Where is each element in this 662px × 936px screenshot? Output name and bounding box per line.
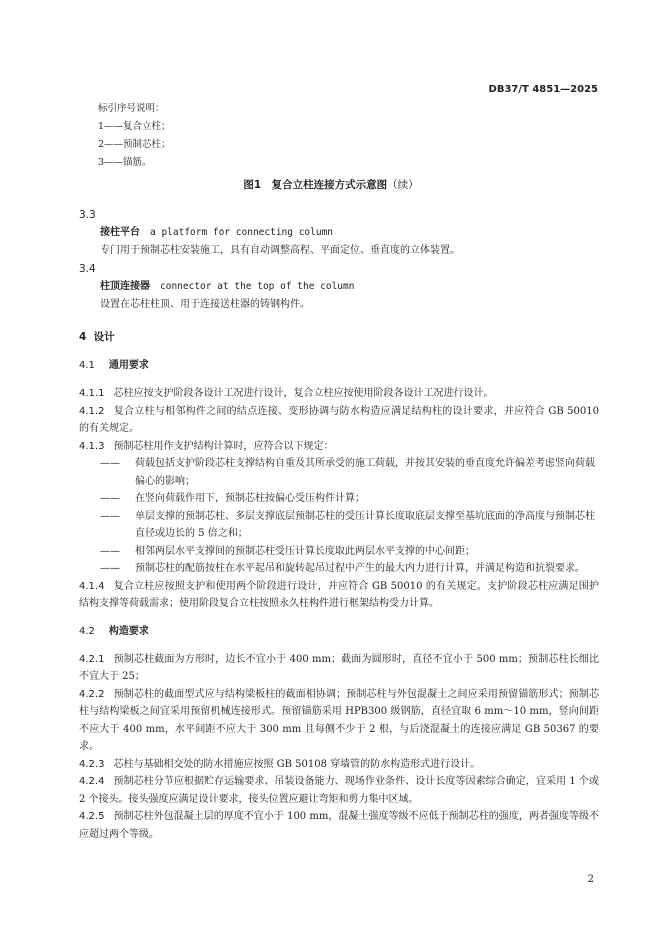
- note-item: 3——锚筋。: [98, 157, 152, 168]
- subsection-heading: 4.2 构造要求: [79, 625, 149, 637]
- term-title: [100, 224, 599, 242]
- page-number: 2: [587, 874, 594, 885]
- list-item: —— 预制芯柱的配筋按柱在水平起吊和旋转起吊过程中产生的最大内力进行计算，并满足构造和抗裂要求。: [100, 563, 585, 574]
- clause-4-1-2: 4.1.2 复合立柱与相邻构件之间的结点连接、变形协调与防水构造应满足结构柱的设计要求，并应符合 GB 50010 的有关规定。: [79, 405, 599, 434]
- list-item: —— 相邻两层水平支撑间的预制芯柱受压计算长度取此两层水平支撑的中心间距；: [100, 545, 475, 557]
- figure-notes: [98, 100, 171, 172]
- term-number: 3.3: [79, 209, 96, 221]
- caption-cont: （续）: [387, 179, 419, 191]
- clause-4-2-1: 4.2.1 预制芯柱截面为方形时，边长不宜小于 400 mm；截面为圆形时，直径不宜小于 500 mm；预制芯柱长细比不宜大于 25；: [79, 653, 599, 682]
- term-definition: 设置在芯柱柱顶、用于连接送柱器的铸钢构件。: [100, 299, 310, 310]
- list-item: —— 单层支撑的预制芯柱、多层支撑底层预制芯柱的受压计算长度取底层支撑至基坑底面的净高度与预制芯柱直径或边长的 5 倍之和；: [100, 510, 595, 539]
- list-item: —— 荷载包括支护阶段芯柱支撑结构自重及其所承受的施工荷载，并按其安装的垂直度允许偏差考虑竖向荷载偏心的影响；: [100, 458, 595, 487]
- clause-4-2-4: 4.2.4 预制芯柱分节应根据贮存运输要求、吊装设备能力、现场作业条件、设计长度等因素综合确定，宜采用 1 个或 2 个接头。接头强度应满足设计要求，接头位置应避让弯矩和剪力集中区域。: [79, 776, 599, 805]
- note-item: 2——预制芯柱；: [98, 139, 171, 150]
- section-heading: 4 设计: [79, 331, 115, 343]
- term-number: 3.4: [79, 263, 96, 275]
- subsection-heading: 4.1 通用要求: [79, 360, 149, 371]
- clause-4-2-5: 4.2.5 预制芯柱外包混凝土层的厚度不宜小于 100 mm，混凝土强度等级不应低于预制芯柱的强度，两者强度等级不应超过两个等级。: [79, 811, 599, 840]
- document-body: [79, 206, 599, 843]
- clause-4-1-4: 4.1.4 复合立柱应按照支护和使用两个阶段进行设计，并应符合 GB 50010 的有关规定。支护阶段芯柱应满足围护结构支撑等荷载需求；使用阶段复合立柱按照永久柱构件进行框架结构受力计算。: [79, 580, 599, 609]
- term-cn: 柱顶连接器: [100, 281, 150, 292]
- note-item: 1——复合立柱；: [98, 121, 171, 132]
- figure-caption: [0, 178, 662, 194]
- term-title: [100, 278, 599, 296]
- clause-4-2-2: 4.2.2 预制芯柱的截面型式应与结构梁板柱的截面相协调；预制芯柱与外包混凝土之间应采用预留锚筋形式；预制芯柱与结构梁板之间宜采用预留机械连接形式。预留锚筋采用 HPB300 级钢筋，直径宜取 6 mm～10 mm，竖向间距不应大于 400 mm，水平间距不应大于 300 mm 且每侧不少于 2 根，与后浇混凝土的连接应满足 GB 50367 的要求。: [79, 688, 599, 752]
- term-cn: 接柱平台: [100, 227, 140, 238]
- term-definition: 专门用于预制芯柱安装施工，具有自动调整高程、平面定位、垂直度的立体装置。: [100, 245, 460, 256]
- clause-4-2-3: 4.2.3 芯柱与基础相交处的防水措施应按照 GB 50108 穿墙管的防水构造形式进行设计。: [79, 758, 481, 770]
- term-en: a platform for connecting column: [150, 227, 334, 238]
- list-item: —— 在竖向荷载作用下，预制芯柱按偏心受压构件计算；: [100, 493, 365, 504]
- notes-title: 标引序号说明：: [98, 103, 165, 114]
- term-en: connector at the top of the column: [160, 281, 355, 292]
- clause-4-1-3: 4.1.3 预制芯柱用作支护结构计算时，应符合以下规定：: [79, 440, 334, 452]
- doc-code-header: DB37/T 4851—2025: [488, 84, 598, 95]
- clause-4-1-1: 4.1.1 芯柱应按支护阶段各设计工况进行设计，复合立柱应按使用阶段各设计工况进行设计。: [79, 388, 494, 399]
- caption-title: 图1 复合立柱连接方式示意图: [243, 179, 388, 191]
